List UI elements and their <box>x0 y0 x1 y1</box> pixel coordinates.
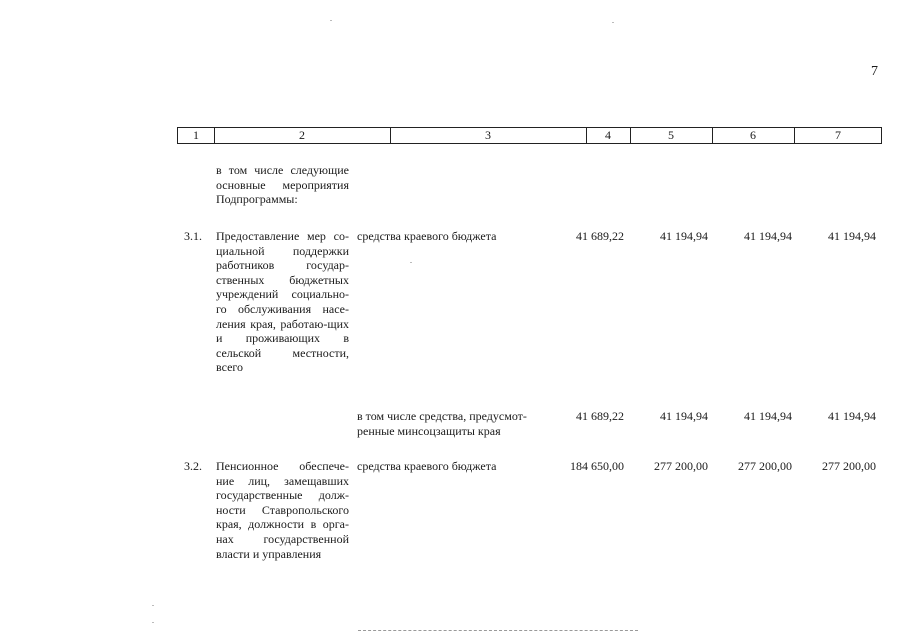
header-col-3: 3 <box>485 128 491 142</box>
row-number: 3.1. <box>184 229 202 243</box>
value-col-4: 184 650,00 <box>570 459 624 473</box>
funding-source-sub: в том числе средства, предусмот-ренные минсоцзащиты края <box>357 409 527 438</box>
value-col-6: 41 194,94 <box>744 409 792 423</box>
footer-rule <box>358 630 638 631</box>
row-description: Предоставление мер со-циальной поддержки работников государ-ственных бюджетных учреждений социально-го обслуживания насе-ления края, работаю-щих и проживающих в сельской местности, всего <box>216 229 349 375</box>
scan-speck <box>410 262 412 263</box>
value-col-7: 41 194,94 <box>828 409 876 423</box>
funding-source: средства краевого бюджета <box>357 229 497 243</box>
value-col-5: 41 194,94 <box>660 409 708 423</box>
value-col-4: 41 689,22 <box>576 409 624 423</box>
value-col-5: 41 194,94 <box>660 229 708 243</box>
value-col-7: 277 200,00 <box>822 459 876 473</box>
scan-speck <box>330 20 332 21</box>
value-col-7: 41 194,94 <box>828 229 876 243</box>
header-col-6: 6 <box>750 128 756 142</box>
header-col-5: 5 <box>668 128 674 142</box>
row-number: 3.2. <box>184 459 202 473</box>
scan-speck <box>152 622 154 623</box>
row-description: Пенсионное обеспече-ние лиц, замещавших государственные долж-ности Ставропольского края, должности в орга-нах государственной власти и управления <box>216 459 349 561</box>
value-col-6: 277 200,00 <box>738 459 792 473</box>
value-col-4: 41 689,22 <box>576 229 624 243</box>
header-col-1: 1 <box>193 128 199 142</box>
intro-text: в том числе следующие основные мероприятия Подпрограммы: <box>216 163 349 207</box>
header-col-7: 7 <box>835 128 841 142</box>
header-col-2: 2 <box>299 128 305 142</box>
funding-source: средства краевого бюджета <box>357 459 497 473</box>
scan-speck <box>152 605 154 606</box>
value-col-5: 277 200,00 <box>654 459 708 473</box>
page-number: 7 <box>871 64 878 79</box>
scan-speck <box>612 22 614 23</box>
header-col-4: 4 <box>605 128 611 142</box>
value-col-6: 41 194,94 <box>744 229 792 243</box>
table-header-row <box>177 127 882 144</box>
